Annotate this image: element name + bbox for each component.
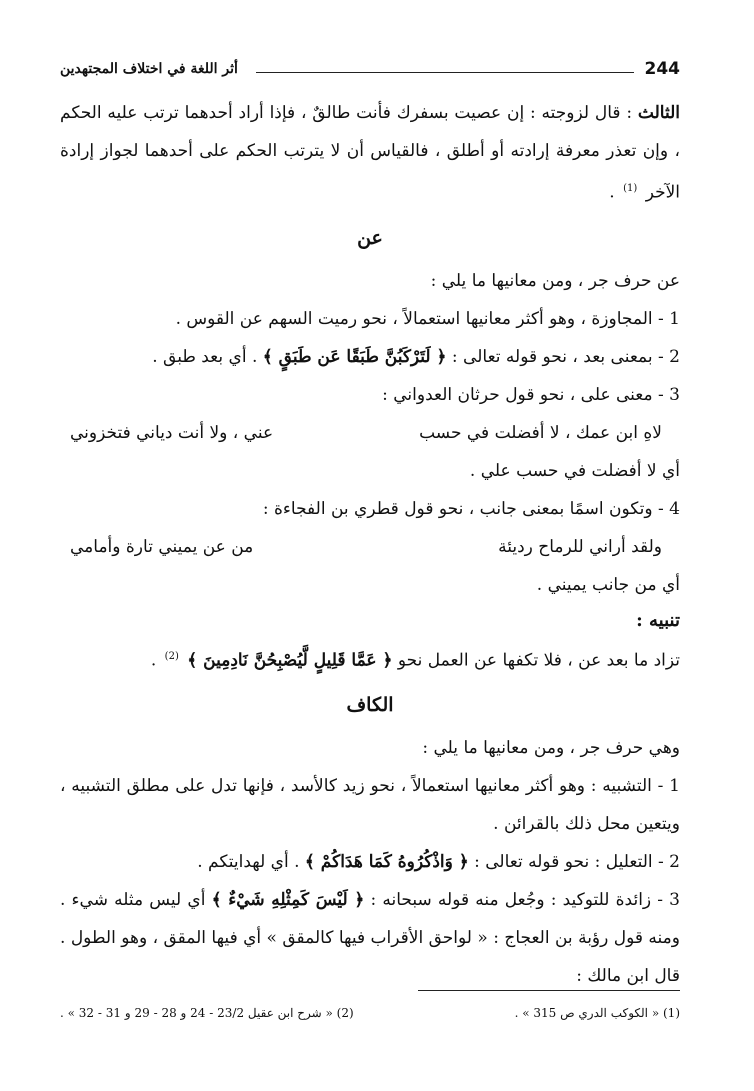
quran-quote: ﴿ وَاذْكُرُوهُ كَمَا هَدَاكُمْ ﴾ [304,852,469,873]
intro-end: . [609,182,615,203]
an-item-4: 4 - وتكون اسمًا بمعنى جانب ، نحو قول قطري بن الفجاءة : [262,498,680,519]
kaf-item-3-rest: أي ليس مثله شيء . ومنه قول رؤبة بن العجاج : « لواحق الأقراب فيها كالمقق » أي فيها المقق ، وهو الطول . قال ابن مالك : [60,890,680,987]
quran-quote: ﴿ عَمَّا قَلِيلٍ لَّيُصْبِحُنَّ نَادِمِينَ ﴾ [187,650,393,671]
kaf-item-2-gloss: . أي لهدايتكم . [197,852,300,873]
quran-quote: ﴿ لَيْسَ كَمِثْلِهِ شَيْءٌ ﴾ [211,890,365,911]
kaf-item-3 [60,881,680,995]
footnotes [60,1003,680,1023]
an-gloss-1: أي لا أفضلت في حسب علي . [469,460,680,481]
footnote-2: (2) « شرح ابن عقيل 23/2 - 24 و 28 - 29 و 31 - 32 » . [60,1006,354,1020]
an-gloss-2: أي من جانب يميني . [536,574,680,595]
an-item-2-text: 2 - بمعنى بعد ، نحو قوله تعالى : [451,346,680,367]
page-header [60,56,680,86]
an-item-1: 1 - المجاوزة ، وهو أكثر معانيها استعمالاً ، نحو رميت السهم عن القوس . [175,308,680,329]
note-heading: تنبيه : [636,609,680,631]
an-item-2 [60,338,680,376]
intro-paragraph [60,94,680,212]
poetry-verse [60,528,680,566]
note-paragraph [60,638,680,680]
an-item-3: 3 - معنى على ، نحو قول حرثان العدواني : [382,384,680,405]
page-number: 244 [644,59,680,79]
note-end: . [150,650,157,671]
footnote-1: (1) « الكوكب الدري ص 315 » . [514,1006,680,1020]
kaf-item-2 [60,843,680,881]
kaf-item-1: 1 - التشبيه : وهو أكثر معانيها استعمالاً ، نحو زيد كالأسد ، فإنها تدل على مطلق التشبيه ، ويتعين محل ذلك بالقرائن . [60,776,680,835]
note-text: تزاد ما بعد عن ، فلا تكفها عن العمل نحو [397,650,680,671]
footnote-separator [418,990,680,991]
section-heading-kaf: الكاف [346,694,394,717]
kaf-item-3-text: 3 - زائدة للتوكيد : وجُعل منه قوله سبحانه : [370,890,680,911]
verse-first-hemistich: ولقد أراني للرماح رديئة [498,536,662,557]
footnote-marker-2: (2) [164,650,179,662]
poetry-verse [60,414,680,452]
section-heading-an: عن [357,226,383,249]
footnote-marker-1: (1) [623,183,638,194]
intro-text: : قال لزوجته : إن عصيت بسفرك فأنت طالقٌ ، فإذا أراد أحدهما ترتب عليه الحكم ، وإن تعذر معرفة إرادته أو أطلق ، فالقياس أن لا يترتب الحكم على أحدهما لجواز إرادة الآخر [60,103,680,203]
running-title: أثر اللغة في اختلاف المجتهدين [60,61,238,77]
quran-quote: ﴿ لَتَرْكَبُنَّ طَبَقًا عَن طَبَقٍ ﴾ [262,346,447,367]
verse-first-hemistich: لاهِ ابن عمك ، لا أفضلت في حسب [419,422,662,443]
intro-lead: الثالث [637,103,680,123]
an-item-2-gloss: . أي بعد طبق . [152,346,258,367]
page-body [60,94,680,995]
kaf-intro: وهي حرف جر ، ومن معانيها ما يلي : [422,738,680,759]
verse-second-hemistich: من عن يميني تارة وأمامي [70,536,254,557]
verse-second-hemistich: عني ، ولا أنت دياني فتخزوني [70,422,274,443]
an-intro: عن حرف جر ، ومن معانيها ما يلي : [430,270,680,291]
kaf-item-2-text: 2 - التعليل : نحو قوله تعالى : [474,852,680,873]
header-rule [256,72,634,73]
